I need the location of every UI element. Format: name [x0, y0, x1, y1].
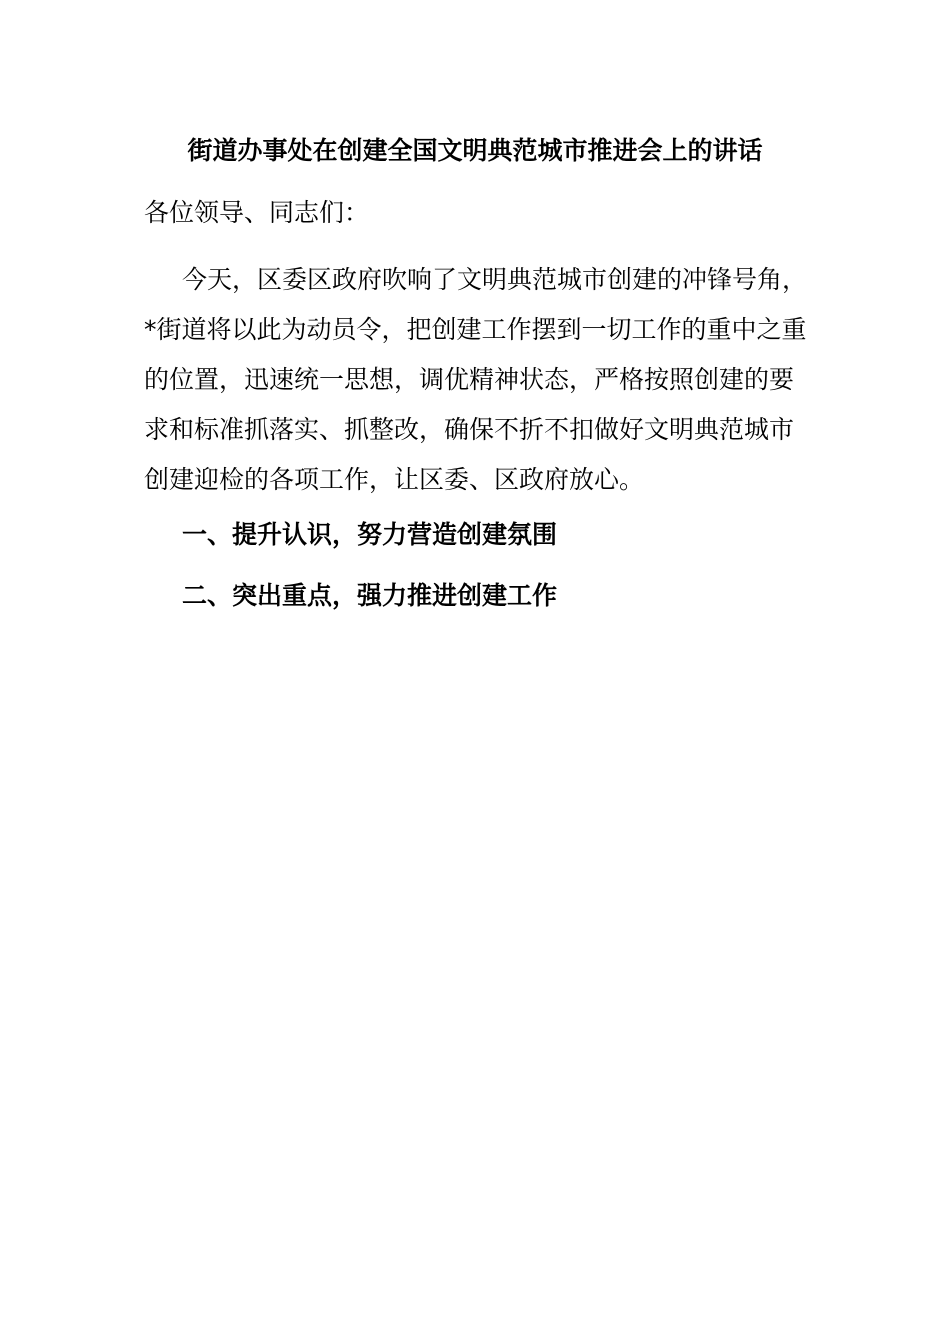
section-heading-2: 二、突出重点，强力推进创建工作: [182, 581, 558, 610]
salutation: 各位领导、同志们：: [144, 198, 370, 227]
body-paragraph: 今天，区委区政府吹响了文明典范城市创建的冲锋号角，*街道将以此为动员令，把创建工作摆到一切工作的重中之重的位置，迅速统一思想，调优精神状态，严格按照创建的要求和标准抓落实、抓整改，确保不折不扣做好文明典范城市创建迎检的各项工作，让区委、区政府放心。: [144, 265, 808, 494]
document-title: 街道办事处在创建全国文明典范城市推进会上的讲话: [187, 136, 763, 165]
section-heading-1: 一、提升认识，努力营造创建氛围: [182, 520, 558, 549]
